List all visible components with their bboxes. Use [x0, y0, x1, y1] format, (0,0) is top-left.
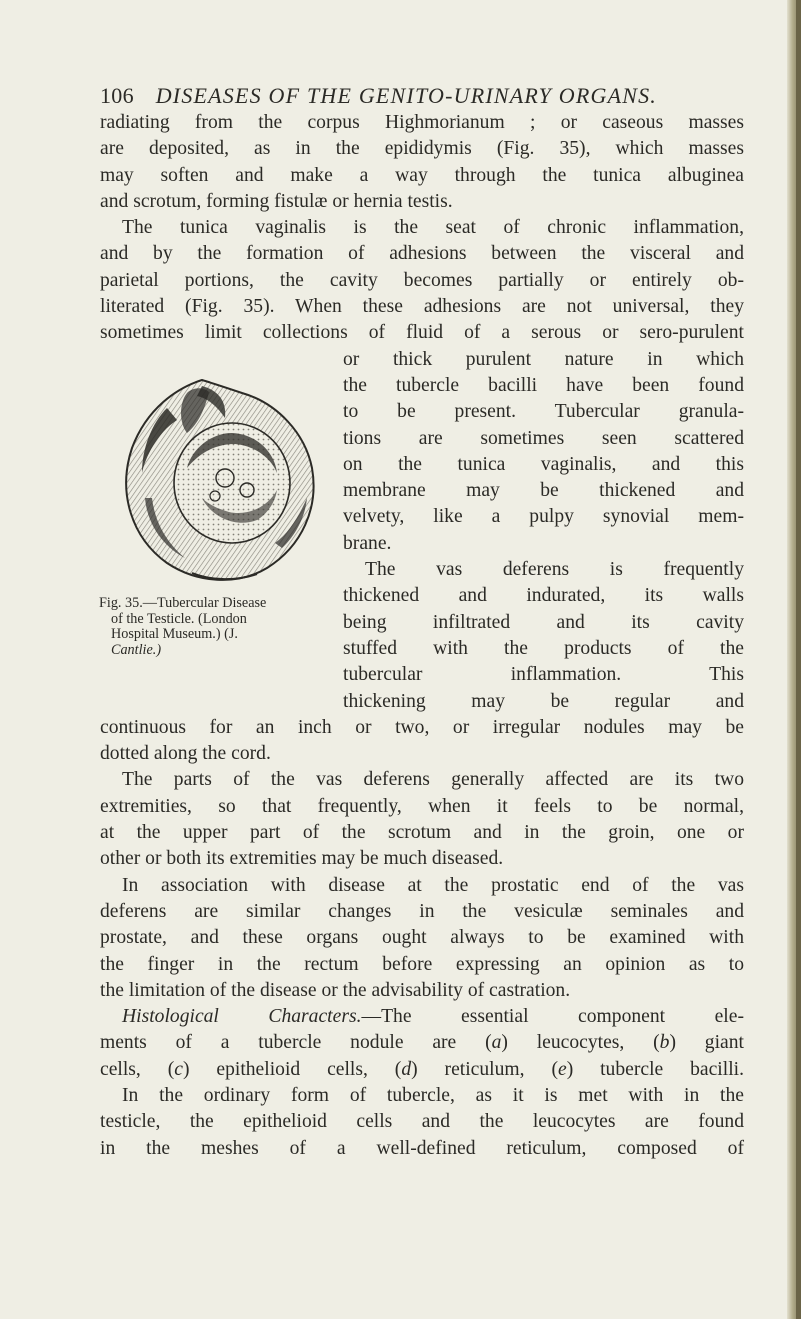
list-letter: d — [401, 1058, 412, 1080]
text-span: ) epithelioid cells, ( — [182, 1058, 402, 1080]
list-letter: e — [557, 1058, 567, 1080]
text-line: radiating from the corpus Highmorianum ; or caseous masses — [100, 112, 744, 133]
text-line: extremities, so that frequently, when it feels to be normal, — [100, 795, 744, 817]
text-span: ) reticulum, ( — [411, 1058, 558, 1080]
figure — [99, 378, 345, 678]
text-line: prostate, and these organs ought always to be examined with — [100, 927, 744, 949]
text-line: the tubercle bacilli have been found — [343, 374, 744, 396]
running-title: DISEASES OF THE GENITO-URINARY ORGANS. — [155, 83, 657, 108]
text-line: velvety, like a pulpy synovial mem- — [343, 506, 744, 528]
text-line: In association with disease at the prostatic end of the vas — [122, 874, 744, 896]
caption-line: Fig. 35.—Tubercular Disease — [99, 595, 267, 611]
text-line: tions are sometimes seen scattered — [343, 427, 744, 449]
text-line: may soften and make a way through the tunica albuginea — [100, 164, 744, 186]
list-letter: b — [659, 1032, 670, 1054]
text-line: dotted along the cord. — [100, 743, 271, 765]
text-line — [100, 1004, 744, 1030]
text-line — [100, 1030, 744, 1056]
running-header — [100, 83, 700, 109]
text-line: testicle, the epithelioid cells and the leucocytes are found — [100, 1111, 744, 1133]
text-span: ments of a tubercle nodule are ( — [100, 1032, 492, 1054]
text-span: cells, ( — [100, 1058, 175, 1080]
text-line: sometimes limit collections of fluid of a serous or sero-purulent — [100, 322, 744, 344]
text-line: other or both its extremities may be much diseased. — [100, 848, 504, 870]
text-line: deferens are similar changes in the vesiculæ seminales and — [100, 900, 744, 922]
list-letter: a — [491, 1032, 502, 1054]
page-number: 106 — [100, 83, 134, 108]
text-line: at the upper part of the scrotum and in the groin, one or — [100, 822, 744, 844]
text-line: The vas deferens is frequently — [365, 559, 744, 581]
text-line: thickening may be regular and — [343, 690, 744, 712]
figure-caption — [99, 596, 345, 658]
text-line: the limitation of the disease or the advisability of castration. — [100, 979, 571, 1001]
text-line: thickened and indurated, its walls — [343, 585, 744, 607]
text-span: ) giant — [669, 1032, 744, 1054]
text-line — [100, 1057, 744, 1083]
text-line: In the ordinary form of tubercle, as it is met with in the — [122, 1084, 744, 1106]
page-edge-shadow — [796, 0, 801, 1319]
testicle-illustration — [107, 378, 337, 593]
section-heading: Histological Characters. — [122, 1006, 362, 1028]
text-span: ) tubercle bacilli. — [566, 1058, 744, 1080]
text-line: parietal portions, the cavity becomes partially or entirely ob- — [100, 269, 744, 291]
text-line: continuous for an inch or two, or irregular nodules may be — [100, 716, 744, 738]
text-line: to be present. Tubercular granula- — [343, 401, 744, 423]
text-line: or thick purulent nature in which — [343, 348, 744, 370]
text-span: ) leucocytes, ( — [501, 1032, 660, 1054]
text-line: The tunica vaginalis is the seat of chronic inflammation, — [122, 217, 744, 239]
text-line: brane. — [343, 532, 392, 554]
text-line: and by the formation of adhesions between the visceral and — [100, 243, 744, 265]
text-line: are deposited, as in the epididymis (Fig. 35), which masses — [100, 138, 744, 160]
text-line: being infiltrated and its cavity — [343, 611, 744, 633]
text-line: in the meshes of a well-defined reticulum, composed of — [100, 1137, 744, 1159]
caption-line: Cantlie.) — [111, 641, 162, 658]
text-line: stuffed with the products of the — [343, 637, 744, 659]
text-line: The parts of the vas deferens generally affected are its two — [122, 769, 744, 791]
list-letter: c — [174, 1058, 183, 1080]
caption-line: Hospital Museum.) (J. — [111, 626, 238, 643]
text-line: and scrotum, forming fistulæ or hernia testis. — [100, 190, 453, 212]
text-line: on the tunica vaginalis, and this — [343, 453, 744, 475]
text-span: —The essential component ele- — [361, 1006, 744, 1028]
caption-line: of the Testicle. (London — [111, 610, 247, 627]
text-line: tubercular inflammation. This — [343, 664, 744, 686]
text-line: membrane may be thickened and — [343, 480, 744, 502]
text-line: literated (Fig. 35). When these adhesions are not universal, they — [100, 296, 744, 318]
text-line: the finger in the rectum before expressing an opinion as to — [100, 953, 744, 975]
